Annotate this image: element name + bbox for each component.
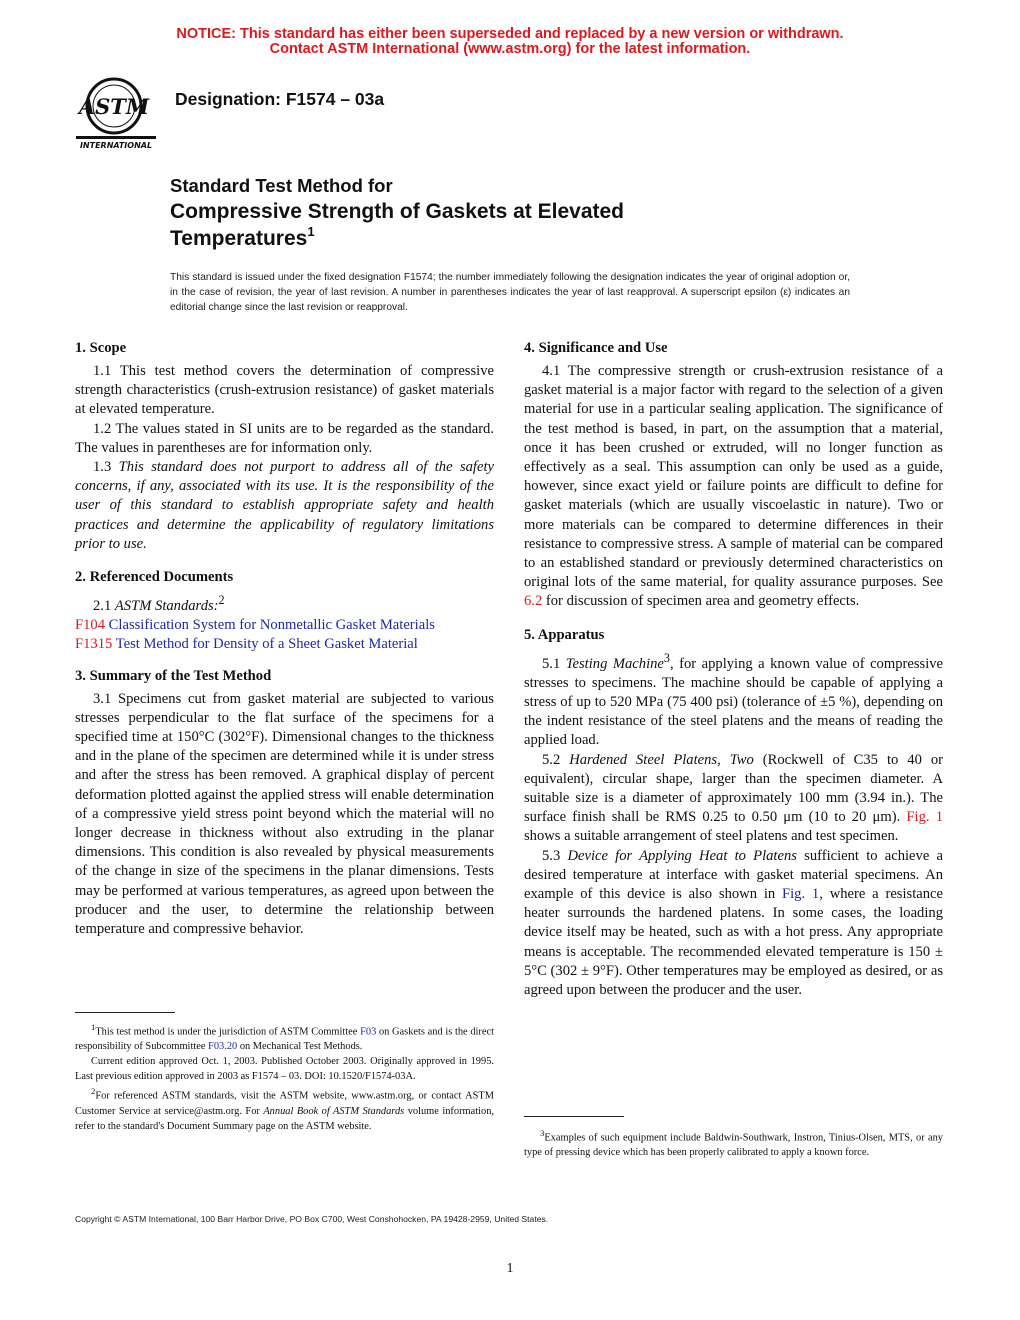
link-section-6-2[interactable]: 6.2 (524, 593, 543, 610)
section-heading-significance: 4. Significance and Use (524, 340, 668, 356)
link-fig-1[interactable]: Fig. 1 (906, 809, 944, 826)
reference-code[interactable]: F104 (75, 617, 106, 634)
paragraph-text: sufficient to achieve a desired temperature at interface with gasket material specimens. An example of this device is also shown in (524, 847, 943, 902)
footnote-1-edition: Current edition approved Oct. 1, 2003. Published October 2003. Originally approved in 1995. Last previous edition approved in 2003 as F1574 – 03. DOI: 10.1520/F1574-03A. (75, 1056, 494, 1083)
footnote-rule-right (524, 1116, 624, 1117)
section-heading-scope: 1. Scope (75, 340, 127, 356)
footnote-text: This test method is under the jurisdiction of ASTM Committee (95, 1026, 361, 1038)
footnote-mark: 1 (91, 1022, 96, 1032)
footnote-rule-left (75, 1012, 175, 1013)
logo-subtext: INTERNATIONAL (79, 141, 153, 150)
footnote-ref-3: 3 (663, 650, 670, 665)
reference-title[interactable]: Test Method for Density of a Sheet Gasket Material (115, 636, 418, 653)
footnotes-right (524, 1126, 943, 1160)
footnote-2 (75, 1084, 494, 1133)
term-testing-machine: Testing Machine (565, 655, 664, 672)
left-column (75, 338, 494, 939)
paragraph-text: , for applying a known value of compressive stresses to specimens. The machine should be capable of applying a stress of up to 520 MPa (75 400 psi) (tolerance of ±5 %), depending on the indent resistance of the steel platens and the means of reading the applied load. (524, 655, 944, 749)
paragraph-3-1: 3.1 Specimens cut from gasket material are subjected to various stresses perpendicular to the flat surface of the specimens for a specified time at 150°C (302°F). Dimensional changes to the thickness and in the plane of the specimen are determined while it is under stress and after the stress has been removed. A graphical display of percent deformation plotted against the applied stress will enable determination of a compressive yield stress point beyond which the material will no longer decrease in thickness without also extruding in the planar dimensions. This condition is also revealed by physical measurements of the change in size of the specimens in the planar dimensions. Tests may be performed at various temperatures, as agreed upon between the producer and the user, to determine the relationship between temperature and compressive behavior. (75, 690, 494, 937)
paragraph-text: , where a resistance heater surrounds the hardened platens. In some cases, the loading device itself may be heated, such as with a hot press. Any appropriate means is acceptable. The recommended elevated temperature is 150 ± 5°C (302 ± 9°F). Other temperatures may be employed as desired, or as agreed upon between the producer and the user. (524, 885, 943, 998)
reference-title[interactable]: Classification System for Nonmetallic Gasket Materials (108, 617, 435, 634)
paragraph-number: 5.3 (542, 847, 568, 864)
astm-standards-label: ASTM Standards: (114, 597, 219, 614)
notice-line-1: NOTICE: This standard has either been superseded and replaced by a new version or withdrawn. (176, 26, 844, 42)
paragraph-number: 2.1 (93, 597, 115, 614)
copyright-footer: Copyright © ASTM International, 100 Barr Harbor Drive, PO Box C700, West Conshohocken, PA 19428-2959, United States. (75, 1214, 549, 1224)
notice-line-2: Contact ASTM International (www.astm.org) for the latest information. (269, 41, 751, 57)
paragraph-text: 4.1 The compressive strength or crush-extrusion resistance of a gasket material is a major factor with regard to the selection of a given material for use in a particular sealing application. The significance of the test method is based, in part, on the assumption that a material, once it has been crushed or extruded, will no longer function as effectively as a seal. This assumption can only be used as a guide, however, since exact yield or failure points are difficult to define for gasket materials (which are usually viscoelastic in nature). Two or more materials can be compared to determine differences in their resistance to compressive stress. A sample of material can be compared to an established standard or previously determined characteristics on original lots of the same material, for quality assurance purposes. See (524, 363, 943, 591)
term-heating-device: Device for Applying Heat to Platens (567, 847, 797, 864)
link-fig-1[interactable]: Fig. 1 (782, 885, 820, 902)
paragraph-4-1 (524, 362, 943, 612)
footnote-1 (75, 1020, 494, 1054)
section-heading-summary: 3. Summary of the Test Method (75, 667, 272, 684)
link-committee-f03[interactable]: F03 (360, 1026, 377, 1038)
paragraph-1-2: 1.2 The values stated in SI units are to be regarded as the standard. The values in parentheses are for information only. (75, 420, 494, 456)
footnote-mark: 3 (540, 1128, 545, 1138)
footnote-mark: 2 (91, 1086, 96, 1097)
title-line-1: Compressive Strength of Gaskets at Elevated (170, 200, 624, 223)
paragraph-5-2 (524, 751, 943, 847)
footnote-ref-2: 2 (218, 593, 225, 608)
title-prefix: Standard Test Method for (170, 175, 393, 196)
designation: Designation: F1574 – 03a (175, 89, 385, 109)
page-number: 1 (506, 1261, 514, 1276)
logo-mark: ASTM (78, 94, 150, 119)
paragraph-5-3 (524, 847, 943, 1001)
paragraph-text: shows a suitable arrangement of steel platens and test specimen. (524, 828, 899, 845)
term-steel-platens: Hardened Steel Platens, Two (569, 751, 754, 768)
paragraph-2-1 (75, 591, 494, 616)
link-subcommittee-f03-20[interactable]: F03.20 (208, 1041, 238, 1053)
reference-f104[interactable] (75, 616, 494, 635)
reference-code[interactable]: F1315 (75, 636, 113, 653)
footnote-text: Examples of such equipment include Baldwin-Southwark, Instron, Tinius-Olsen, MTS, or any type of pressing device which has been properly calibrated to apply a known force. (524, 1132, 943, 1159)
paragraph-5-1 (524, 649, 943, 751)
footnote-3 (524, 1126, 943, 1160)
footnote-text: on Gaskets and is the direct responsibility of Subcommittee (75, 1026, 494, 1053)
paragraph-number: 5.1 (542, 655, 566, 672)
section-heading-apparatus: 5. Apparatus (524, 626, 605, 643)
paragraph-text: (Rockwell of C35 to 40 or equivalent), circular shape, larger than the specimen diameter. A suitable size is a diameter of approximately 100 mm (3.94 in.). The surface finish shall be RMS 0.25 to 0.50 μm (10 to 20 μm). (524, 751, 943, 826)
footnote-text: on Mechanical Test Methods. (237, 1041, 363, 1053)
footnote-text: volume information, refer to the standard's Document Summary page on the ASTM website. (75, 1105, 494, 1132)
safety-caveat: This standard does not purport to address all of the safety concerns, if any, associated with its use. It is the responsibility of the user of this standard to establish appropriate safety and health practices and determine the applicability of regulatory limitations prior to use. (75, 459, 494, 552)
footnote-text: For referenced ASTM standards, visit the ASTM website, www.astm.org, or contact ASTM Customer Service at service@astm.org. For (75, 1090, 494, 1117)
paragraph-number: 1.3 (93, 459, 119, 476)
section-heading-referenced-documents: 2. Referenced Documents (75, 569, 234, 586)
paragraph-text: for discussion of specimen area and geometry effects. (542, 593, 860, 610)
footnotes-left (75, 1020, 494, 1134)
title-footnote-mark: 1 (307, 224, 315, 239)
paragraph-1-3 (75, 458, 494, 554)
annual-book-title: Annual Book of ASTM Standards (263, 1105, 405, 1117)
paragraph-1-1: 1.1 This test method covers the determination of compressive strength characteristics (crush-extrusion resistance) of gasket materials at elevated temperature. (75, 363, 494, 418)
astm-logo (70, 72, 164, 152)
paragraph-number: 5.2 (542, 751, 570, 768)
title-line-2: Temperatures (170, 227, 308, 250)
issued-note: This standard is issued under the fixed designation F1574; the number immediately following the designation indicates the year of original adoption or, in the case of revision, the year of last revision. A number in parentheses indicates the year of last reapproval. A superscript epsilon (ε) indicates an editorial change since the last revision or reapproval. (170, 272, 850, 313)
document-title (170, 174, 624, 252)
reference-f1315[interactable] (75, 635, 494, 654)
supersede-notice (0, 27, 1020, 57)
right-column (524, 338, 943, 1000)
